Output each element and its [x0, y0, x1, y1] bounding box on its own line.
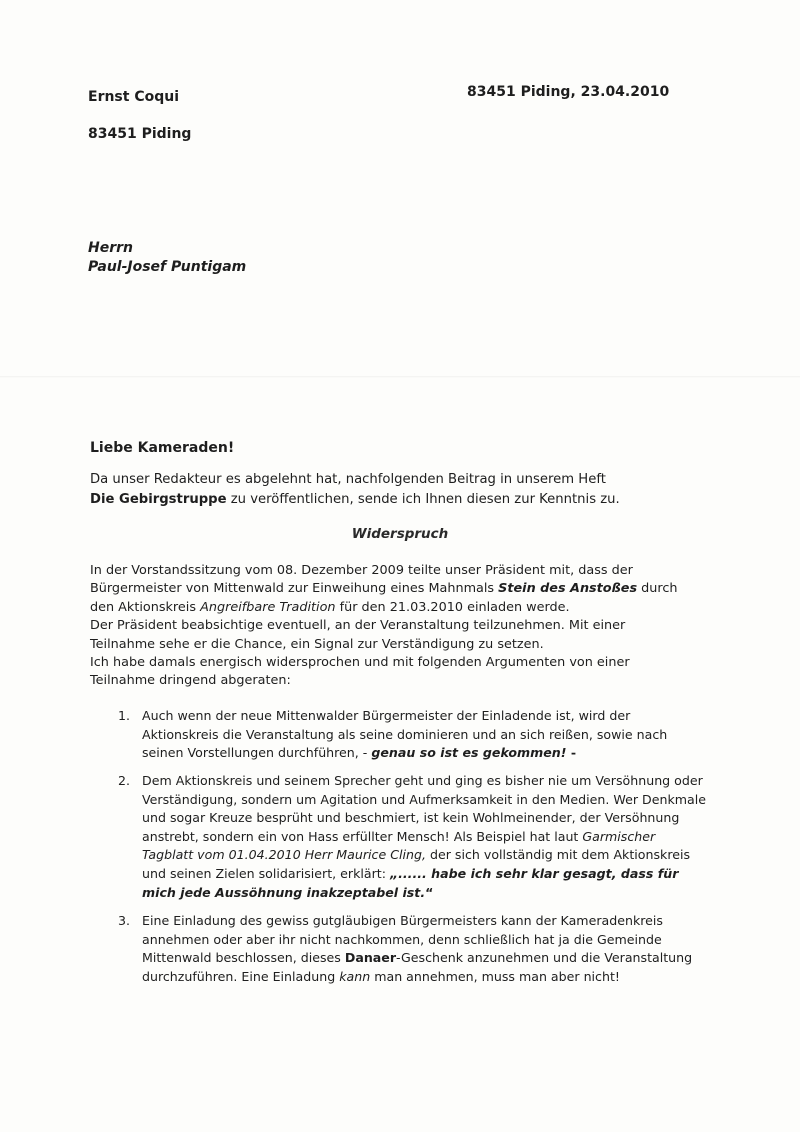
recipient-name: Paul-Josef Puntigam	[88, 259, 247, 275]
list-number: 3.	[118, 913, 131, 928]
list-number: 1.	[118, 708, 131, 723]
body-p3: Ich habe damals energisch widersprochen und mit folgenden Argumenten von einer Teilnahme dringend abgeraten:	[90, 655, 630, 689]
paper-fold-line	[0, 376, 800, 378]
body-p1-text-a: In der Vorstandssitzung vom 08. Dezember 2009 teilte unser Präsident mit, dass der Bürgermeister von Mittenwald zur Einweihung eines Mahnmals	[90, 563, 633, 597]
recipient-salutation: Herrn	[88, 240, 133, 256]
section-heading: Widerspruch	[351, 526, 449, 542]
body-p1-text-c: für den 21.03.2010 einladen werde.	[335, 599, 570, 615]
list-item	[118, 772, 708, 902]
magazine-name: Die Gebirgstruppe	[90, 492, 227, 507]
intro-paragraph	[90, 470, 650, 510]
list-text-c: man annehmen, muss man aber nicht!	[370, 968, 620, 984]
cling-quote: „...... habe ich sehr klar gesagt, dass für mich jede Aussöhnung inakzeptabel ist.	[142, 865, 679, 900]
group-name: Angreifbare Tradition	[200, 599, 336, 615]
kann-word: kann	[339, 968, 371, 984]
intro-line2: zu veröffentlichen, sende ich Ihnen diesen zur Kenntnis zu.	[226, 492, 620, 507]
list-text-a: Dem Aktionskreis und seinem Sprecher geht und ging es bisher nie um Versöhnung oder Verständigung, sondern um Agitation und Aufmerksamkeit in den Medien. Wer Denkmale und sogar Kreuze besprüht und beschmiert, ist kein Wohlmeinender, der Versöhnung anstrebt, sondern ein von Hass erfüllter Mensch! Als Beispiel hat laut	[142, 773, 706, 844]
list-text-b: -	[566, 745, 577, 761]
danaer-word: Danaer	[344, 950, 397, 966]
quote-end: “	[425, 884, 434, 900]
body-p1-text-b: durch den Aktionskreis	[90, 581, 678, 615]
list-item	[118, 912, 708, 986]
letter-salutation: Liebe Kameraden!	[90, 440, 235, 456]
list-text	[142, 912, 708, 986]
sender-name: Ernst Coqui	[88, 89, 180, 105]
list-text-b: -Geschenk anzunehmen und die Veranstaltung durchzuführen. Eine Einladung	[142, 950, 693, 984]
list-number: 2.	[118, 773, 131, 788]
list-text-a: Auch wenn der neue Mittenwalder Bürgermeister der Einladende ist, wird der Aktionskreis die Veranstaltung als seine dominieren und an sich reißen, sowie nach seinen Vorstellungen durchführen, -	[142, 708, 668, 761]
list-text-b: der sich vollständig mit dem Aktionskreis und seinen Zielen solidarisiert, erklärt:	[142, 847, 691, 881]
intro-line1: Da unser Redakteur es abgelehnt hat, nachfolgenden Beitrag in unserem Heft	[90, 472, 606, 487]
place-date: 83451 Piding, 23.04.2010	[467, 84, 670, 100]
body-paragraph	[90, 562, 690, 691]
list-item	[118, 707, 708, 763]
body-p2: Der Präsident beabsichtige eventuell, an der Veranstaltung teilzunehmen. Mit einer Teilnahme sehe er die Chance, ein Signal zur Verständigung zu setzen.	[90, 618, 626, 652]
sender-city: 83451 Piding	[88, 126, 192, 142]
memorial-name: Stein des Anstoßes	[498, 581, 638, 597]
list-text	[142, 707, 708, 763]
body-p1	[90, 562, 690, 617]
list-emphasis: genau so ist es gekommen!	[371, 745, 567, 761]
newspaper-source: Garmischer Tagblatt vom 01.04.2010 Herr Maurice Cling,	[142, 828, 656, 863]
list-text-a: Eine Einladung des gewiss gutgläubigen Bürgermeisters kann der Kameradenkreis annehmen oder aber ihr nicht nachkommen, denn schließlich hat ja die Gemeinde Mittenwald beschlossen, dieses	[142, 913, 663, 966]
list-text	[142, 772, 708, 902]
